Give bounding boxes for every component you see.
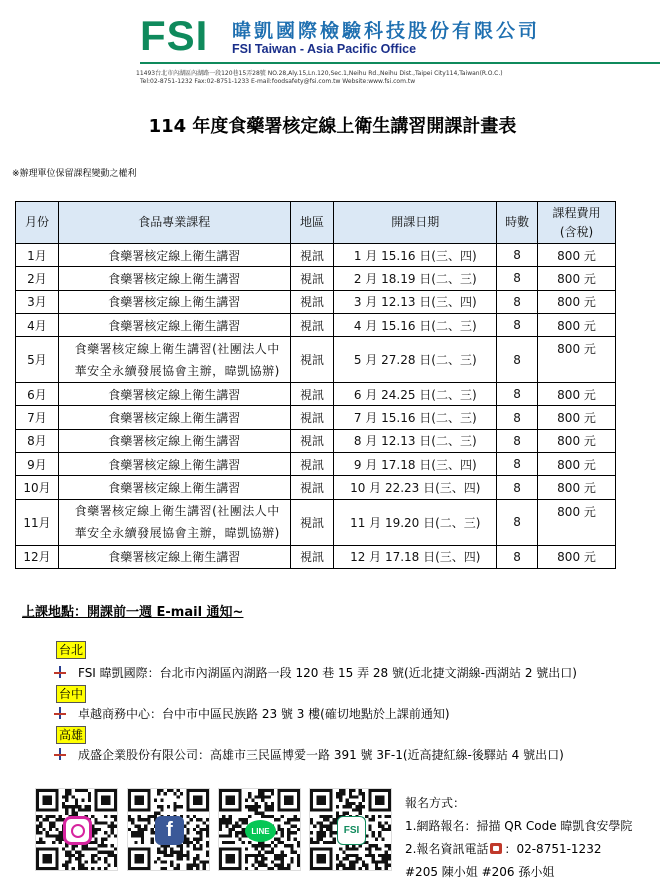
cell-region: 視訊	[290, 499, 334, 545]
location-taipei	[54, 665, 577, 681]
cell-fee: 800 元	[538, 406, 616, 429]
cell-course	[58, 499, 290, 545]
pin-icon	[54, 748, 66, 760]
cell-region: 視訊	[290, 429, 334, 452]
pin-icon	[54, 666, 66, 678]
logo-text: FSI	[140, 12, 209, 59]
course-line1: 食藥署核定線上衛生講習(社團法人中	[74, 504, 280, 519]
header-divider	[140, 62, 660, 64]
cell-region: 視訊	[290, 383, 334, 406]
header-course: 食品專業課程	[58, 202, 290, 244]
registration-phone	[405, 838, 632, 861]
fsi-academy-qr-code[interactable]	[309, 788, 392, 871]
phone-icon	[490, 843, 502, 854]
cell-fee: 800 元	[538, 545, 616, 568]
registration-phone-label: 2.報名資訊電話	[405, 842, 489, 856]
cell-region: 視訊	[290, 545, 334, 568]
cell-hours: 8	[497, 267, 538, 290]
header-month: 月份	[16, 202, 59, 244]
cell-course: 食藥署核定線上衛生講習	[58, 429, 290, 452]
cell-month: 5月	[16, 337, 59, 383]
course-schedule-table	[15, 201, 616, 569]
location-text: FSI 暐凱國際：台北市內湖區內湖路一段 120 巷 15 弄 28 號(近北捷文湖線-西湖站 2 號出口)	[78, 666, 577, 680]
table-row	[16, 476, 616, 499]
fsi-logo-icon: FSI	[337, 816, 366, 845]
cell-fee: 800 元	[538, 313, 616, 336]
cell-date: 6 月 24.25 日(二、三)	[334, 383, 497, 406]
table-row	[16, 244, 616, 267]
cell-date: 9 月 17.18 日(三、四)	[334, 453, 497, 476]
cell-region: 視訊	[290, 244, 334, 267]
cell-date: 12 月 17.18 日(三、四)	[334, 545, 497, 568]
cell-course: 食藥署核定線上衛生講習	[58, 406, 290, 429]
company-name-en: FSI Taiwan - Asia Pacific Office	[232, 42, 417, 56]
cell-fee: 800 元	[538, 337, 616, 383]
table-row	[16, 406, 616, 429]
cell-month: 9月	[16, 453, 59, 476]
course-line2: 華安全永續發展協會主辦，暐凱協辦)	[74, 526, 280, 541]
registration-info	[405, 792, 632, 884]
cell-month: 3月	[16, 290, 59, 313]
rights-note: ※辦理單位保留課程變動之權利	[12, 169, 137, 179]
facebook-icon: f	[155, 816, 184, 845]
cell-fee: 800 元	[538, 244, 616, 267]
cell-date: 1 月 15.16 日(三、四)	[334, 244, 497, 267]
city-badge-taichung: 台中	[56, 685, 86, 703]
cell-month: 4月	[16, 313, 59, 336]
company-name-zh: 暐凱國際檢驗科技股份有限公司	[232, 20, 541, 42]
cell-hours: 8	[497, 545, 538, 568]
table-row	[16, 337, 616, 383]
line-icon: LINE	[245, 820, 276, 842]
cell-hours: 8	[497, 453, 538, 476]
cell-region: 視訊	[290, 476, 334, 499]
cell-region: 視訊	[290, 313, 334, 336]
cell-month: 10月	[16, 476, 59, 499]
cell-course: 食藥署核定線上衛生講習	[58, 290, 290, 313]
line-qr-code[interactable]	[218, 788, 301, 871]
registration-phone-number: ：02-8751-1232	[504, 842, 602, 856]
registration-online: 1.網路報名：掃描 QR Code 暐凱食安學院	[405, 819, 633, 833]
table-header-row	[16, 202, 616, 244]
cell-date: 4 月 15.16 日(二、三)	[334, 313, 497, 336]
cell-fee: 800 元	[538, 267, 616, 290]
pin-icon	[54, 707, 66, 719]
header-hours: 時數	[497, 202, 538, 244]
cell-hours: 8	[497, 476, 538, 499]
cell-course	[58, 337, 290, 383]
cell-course: 食藥署核定線上衛生講習	[58, 476, 290, 499]
location-text: 成盛企業股份有限公司：高雄市三民區博愛一路 391 號 3F-1(近高捷紅線-後驛站 4 號出口)	[78, 748, 564, 762]
cell-month: 8月	[16, 429, 59, 452]
registration-title: 報名方式：	[405, 796, 466, 810]
cell-fee: 800 元	[538, 499, 616, 545]
cell-fee: 800 元	[538, 429, 616, 452]
cell-region: 視訊	[290, 337, 334, 383]
cell-date: 8 月 12.13 日(二、三)	[334, 429, 497, 452]
location-kaohsiung	[54, 747, 564, 763]
header-fee	[538, 202, 616, 244]
cell-date: 5 月 27.28 日(二、三)	[334, 337, 497, 383]
course-line1: 食藥署核定線上衛生講習(社團法人中	[74, 341, 280, 356]
cell-hours: 8	[497, 313, 538, 336]
cell-hours: 8	[497, 429, 538, 452]
document-title: 114 年度食藥署核定線上衛生講習開課計畫表	[148, 116, 517, 137]
cell-fee: 800 元	[538, 383, 616, 406]
company-contact: Tel:02-8751-1232 Fax:02-8751-1233 E-mail:foodsafety@fsi.com.tw Website:www.fsi.com.tw	[140, 78, 416, 85]
table-row	[16, 313, 616, 336]
cell-course: 食藥署核定線上衛生講習	[58, 453, 290, 476]
cell-region: 視訊	[290, 406, 334, 429]
course-line2: 華安全永續發展協會主辦，暐凱協辦)	[74, 363, 280, 378]
cell-date: 7 月 15.16 日(二、三)	[334, 406, 497, 429]
facebook-qr-code[interactable]	[127, 788, 210, 871]
cell-month: 12月	[16, 545, 59, 568]
cell-month: 7月	[16, 406, 59, 429]
cell-month: 11月	[16, 499, 59, 545]
cell-region: 視訊	[290, 267, 334, 290]
table-row	[16, 499, 616, 545]
location-text: 卓越商務中心：台中市中區民族路 23 號 3 樓(確切地點於上課前通知)	[78, 707, 450, 721]
header-region: 地區	[290, 202, 334, 244]
cell-course: 食藥署核定線上衛生講習	[58, 244, 290, 267]
cell-month: 6月	[16, 383, 59, 406]
registration-contacts: #205 陳小姐 #206 孫小姐	[405, 865, 555, 879]
table-row	[16, 453, 616, 476]
cell-date: 11 月 19.20 日(二、三)	[334, 499, 497, 545]
cell-region: 視訊	[290, 290, 334, 313]
cell-fee: 800 元	[538, 476, 616, 499]
cell-hours: 8	[497, 337, 538, 383]
cell-date: 2 月 18.19 日(二、三)	[334, 267, 497, 290]
letterhead	[136, 12, 660, 85]
table-row	[16, 290, 616, 313]
header-fee-line2: (含稅)	[559, 224, 594, 239]
cell-fee: 800 元	[538, 453, 616, 476]
cell-fee: 800 元	[538, 290, 616, 313]
cell-month: 1月	[16, 244, 59, 267]
location-heading: 上課地點：開課前一週 E-mail 通知~	[22, 605, 244, 620]
table-row	[16, 267, 616, 290]
table-row	[16, 429, 616, 452]
cell-hours: 8	[497, 383, 538, 406]
cell-course: 食藥署核定線上衛生講習	[58, 545, 290, 568]
cell-hours: 8	[497, 244, 538, 267]
city-badge-taipei: 台北	[56, 641, 86, 659]
location-taichung	[54, 706, 450, 722]
city-badge-kaohsiung: 高雄	[56, 726, 86, 744]
table-row	[16, 545, 616, 568]
cell-hours: 8	[497, 290, 538, 313]
cell-course: 食藥署核定線上衛生講習	[58, 383, 290, 406]
cell-date: 10 月 22.23 日(三、四)	[334, 476, 497, 499]
instagram-icon	[63, 816, 92, 845]
table-row	[16, 383, 616, 406]
cell-hours: 8	[497, 499, 538, 545]
cell-month: 2月	[16, 267, 59, 290]
header-date: 開課日期	[334, 202, 497, 244]
cell-region: 視訊	[290, 453, 334, 476]
cell-course: 食藥署核定線上衛生講習	[58, 313, 290, 336]
header-fee-line1: 課程費用	[552, 205, 601, 220]
fsi-logo	[140, 14, 208, 58]
company-address: 11493台北市內湖區內湖路一段120巷15弄28號 NO.28,Aly.15,Ln.120,Sec.1,Neihu Rd.,Neihu Dist.,Taipei City114,Taiwan(R.O.C.)	[136, 70, 503, 77]
cell-hours: 8	[497, 406, 538, 429]
cell-course: 食藥署核定線上衛生講習	[58, 267, 290, 290]
instagram-qr-code[interactable]	[35, 788, 118, 871]
cell-date: 3 月 12.13 日(三、四)	[334, 290, 497, 313]
